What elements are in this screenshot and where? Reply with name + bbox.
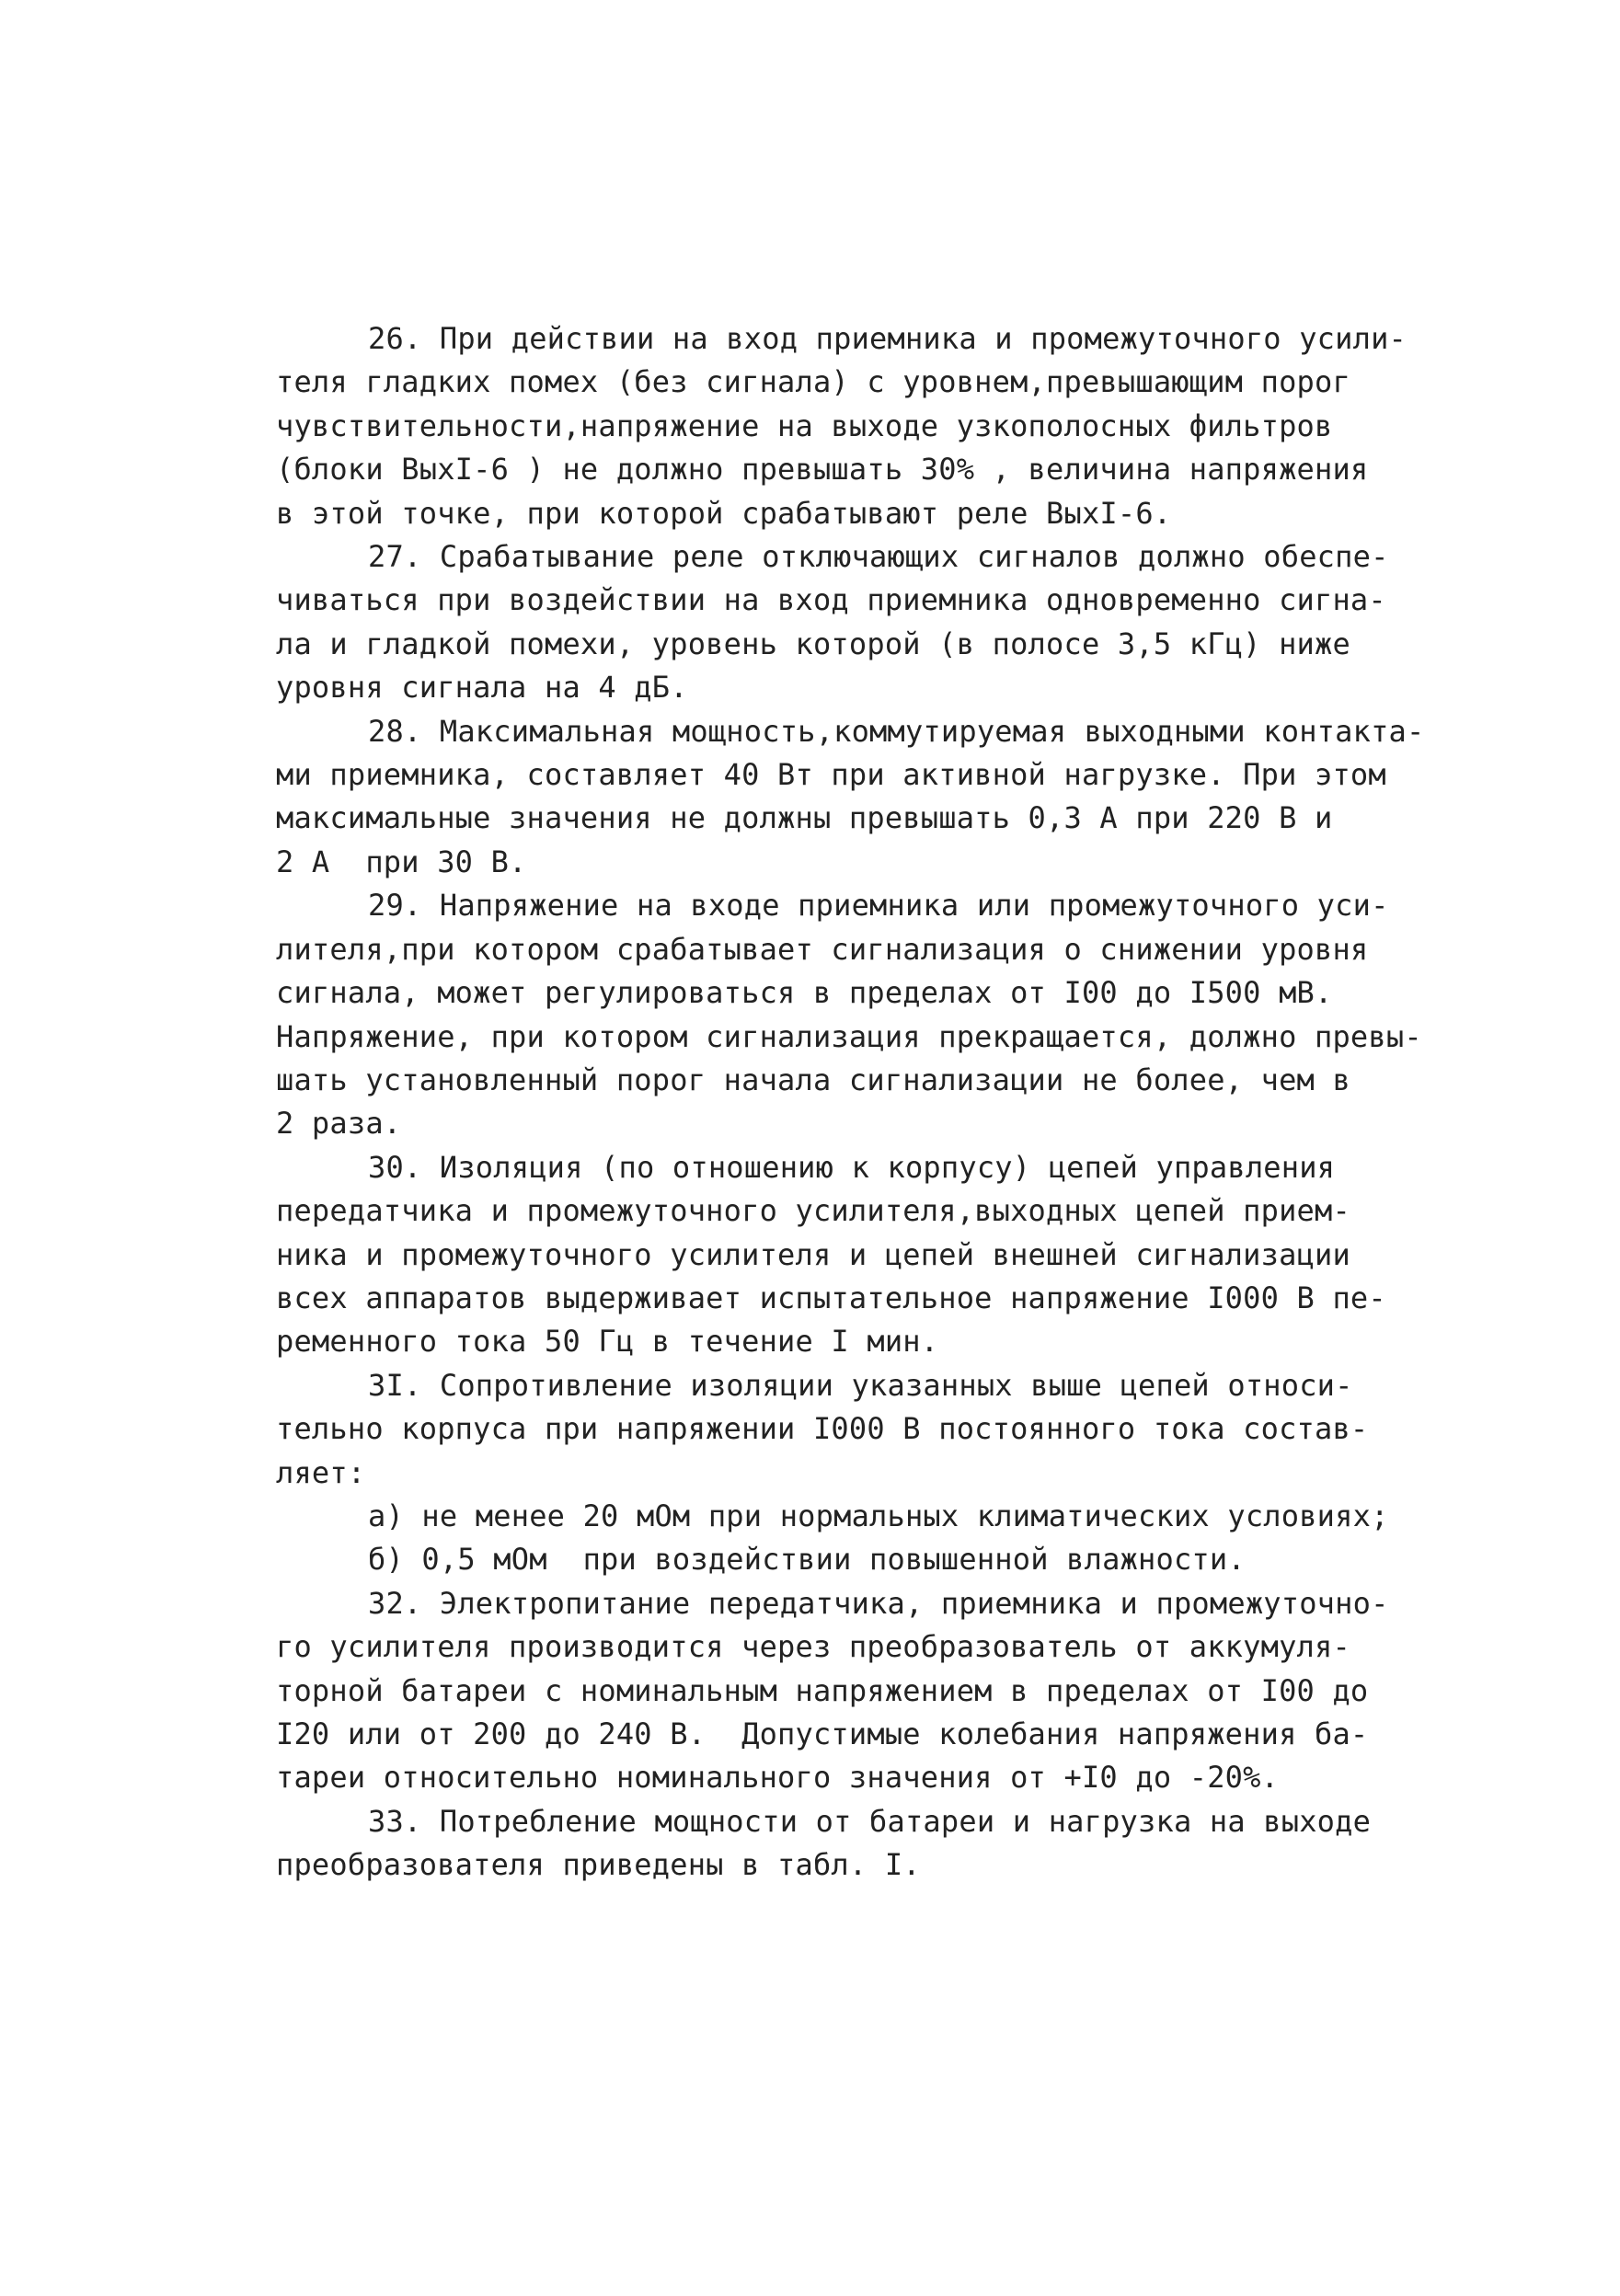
text-line: ременного тока 50 Гц в течение I мин. (276, 1324, 939, 1360)
text-line: тельно корпуса при напряжении I000 В постоянного тока состав- (276, 1411, 1369, 1447)
text-line: теля гладких помех (без сигнала) с уровнем,превышающим порог (276, 364, 1350, 400)
text-line: ляет: (276, 1454, 366, 1490)
paragraph-first-line: б) 0,5 мОм при воздействии повышенной влажности. (368, 1542, 1246, 1578)
text-line: уровня сигнала на 4 дБ. (276, 670, 688, 706)
paragraph-first-line: а) не менее 20 мОм при нормальных климатических условиях; (368, 1498, 1389, 1533)
paragraph-first-line: 27. Срабатывание реле отключающих сигналов должно обеспе- (368, 539, 1389, 575)
text-line: ника и промежуточного усилителя и цепей внешней сигнализации (276, 1236, 1350, 1272)
text-line: лителя,при котором срабатывает сигнализация о снижении уровня (276, 931, 1369, 967)
text-line: ми приемника, составляет 40 Вт при активной нагрузке. При этом (276, 757, 1386, 793)
text-line: чиваться при воздействии на вход приемника одновременно сигна- (276, 582, 1386, 618)
text-line: (блоки ВыхI-6 ) не должно превышать 30% , величина напряжения (276, 452, 1369, 488)
paragraph-first-line: 29. Напряжение на входе приемника или промежуточного уси- (368, 888, 1389, 924)
paragraph-first-line: 32. Электропитание передатчика, приемника и промежуточно- (368, 1585, 1389, 1621)
text-line: Напряжение, при котором сигнализация прекращается, должно превы- (276, 1018, 1422, 1054)
text-line: передатчика и промежуточного усилителя,выходных цепей прием- (276, 1193, 1350, 1229)
text-line: 2 А при 30 В. (276, 844, 527, 879)
paragraph-first-line: 26. При действии на вход приемника и промежуточного усили- (368, 321, 1407, 356)
text-line: в этой точке, при которой срабатывают реле ВыхI-6. (276, 495, 1172, 531)
text-line: шать установленный порог начала сигнализации не более, чем в (276, 1062, 1350, 1097)
paragraph-first-line: 28. Максимальная мощность,коммутируемая выходными контакта- (368, 713, 1425, 749)
text-line: чувствительности,напряжение на выходе узкополосных фильтров (276, 408, 1333, 443)
paragraph-first-line: 3I. Сопротивление изоляции указанных выше цепей относи- (368, 1367, 1353, 1403)
text-line: сигнала, может регулироваться в пределах от I00 до I500 мВ. (276, 975, 1333, 1011)
document-body (276, 317, 1440, 1888)
text-line: ла и гладкой помехи, уровень которой (в полосе 3,5 кГц) ниже (276, 626, 1350, 661)
text-line: 2 раза. (276, 1106, 402, 1142)
text-line: всех аппаратов выдерживает испытательное напряжение I000 В пе- (276, 1280, 1386, 1315)
paragraph-first-line: 33. Потребление мощности от батареи и нагрузка на выходе (368, 1803, 1372, 1839)
text-line: I20 или от 200 до 240 В. Допустимые колебания напряжения ба- (276, 1716, 1369, 1751)
text-line: тареи относительно номинального значения от +I0 до -20%. (276, 1760, 1280, 1796)
text-line: го усилителя производится через преобразователь от аккумуля- (276, 1629, 1350, 1665)
text-line: торной батареи с номинальным напряжением в пределах от I00 до (276, 1672, 1369, 1708)
text-line: преобразователя приведены в табл. I. (276, 1847, 921, 1883)
text-line: максимальные значения не должны превышать 0,3 А при 220 В и (276, 800, 1333, 836)
paragraph-first-line: 30. Изоляция (по отношению к корпусу) цепей управления (368, 1149, 1336, 1185)
